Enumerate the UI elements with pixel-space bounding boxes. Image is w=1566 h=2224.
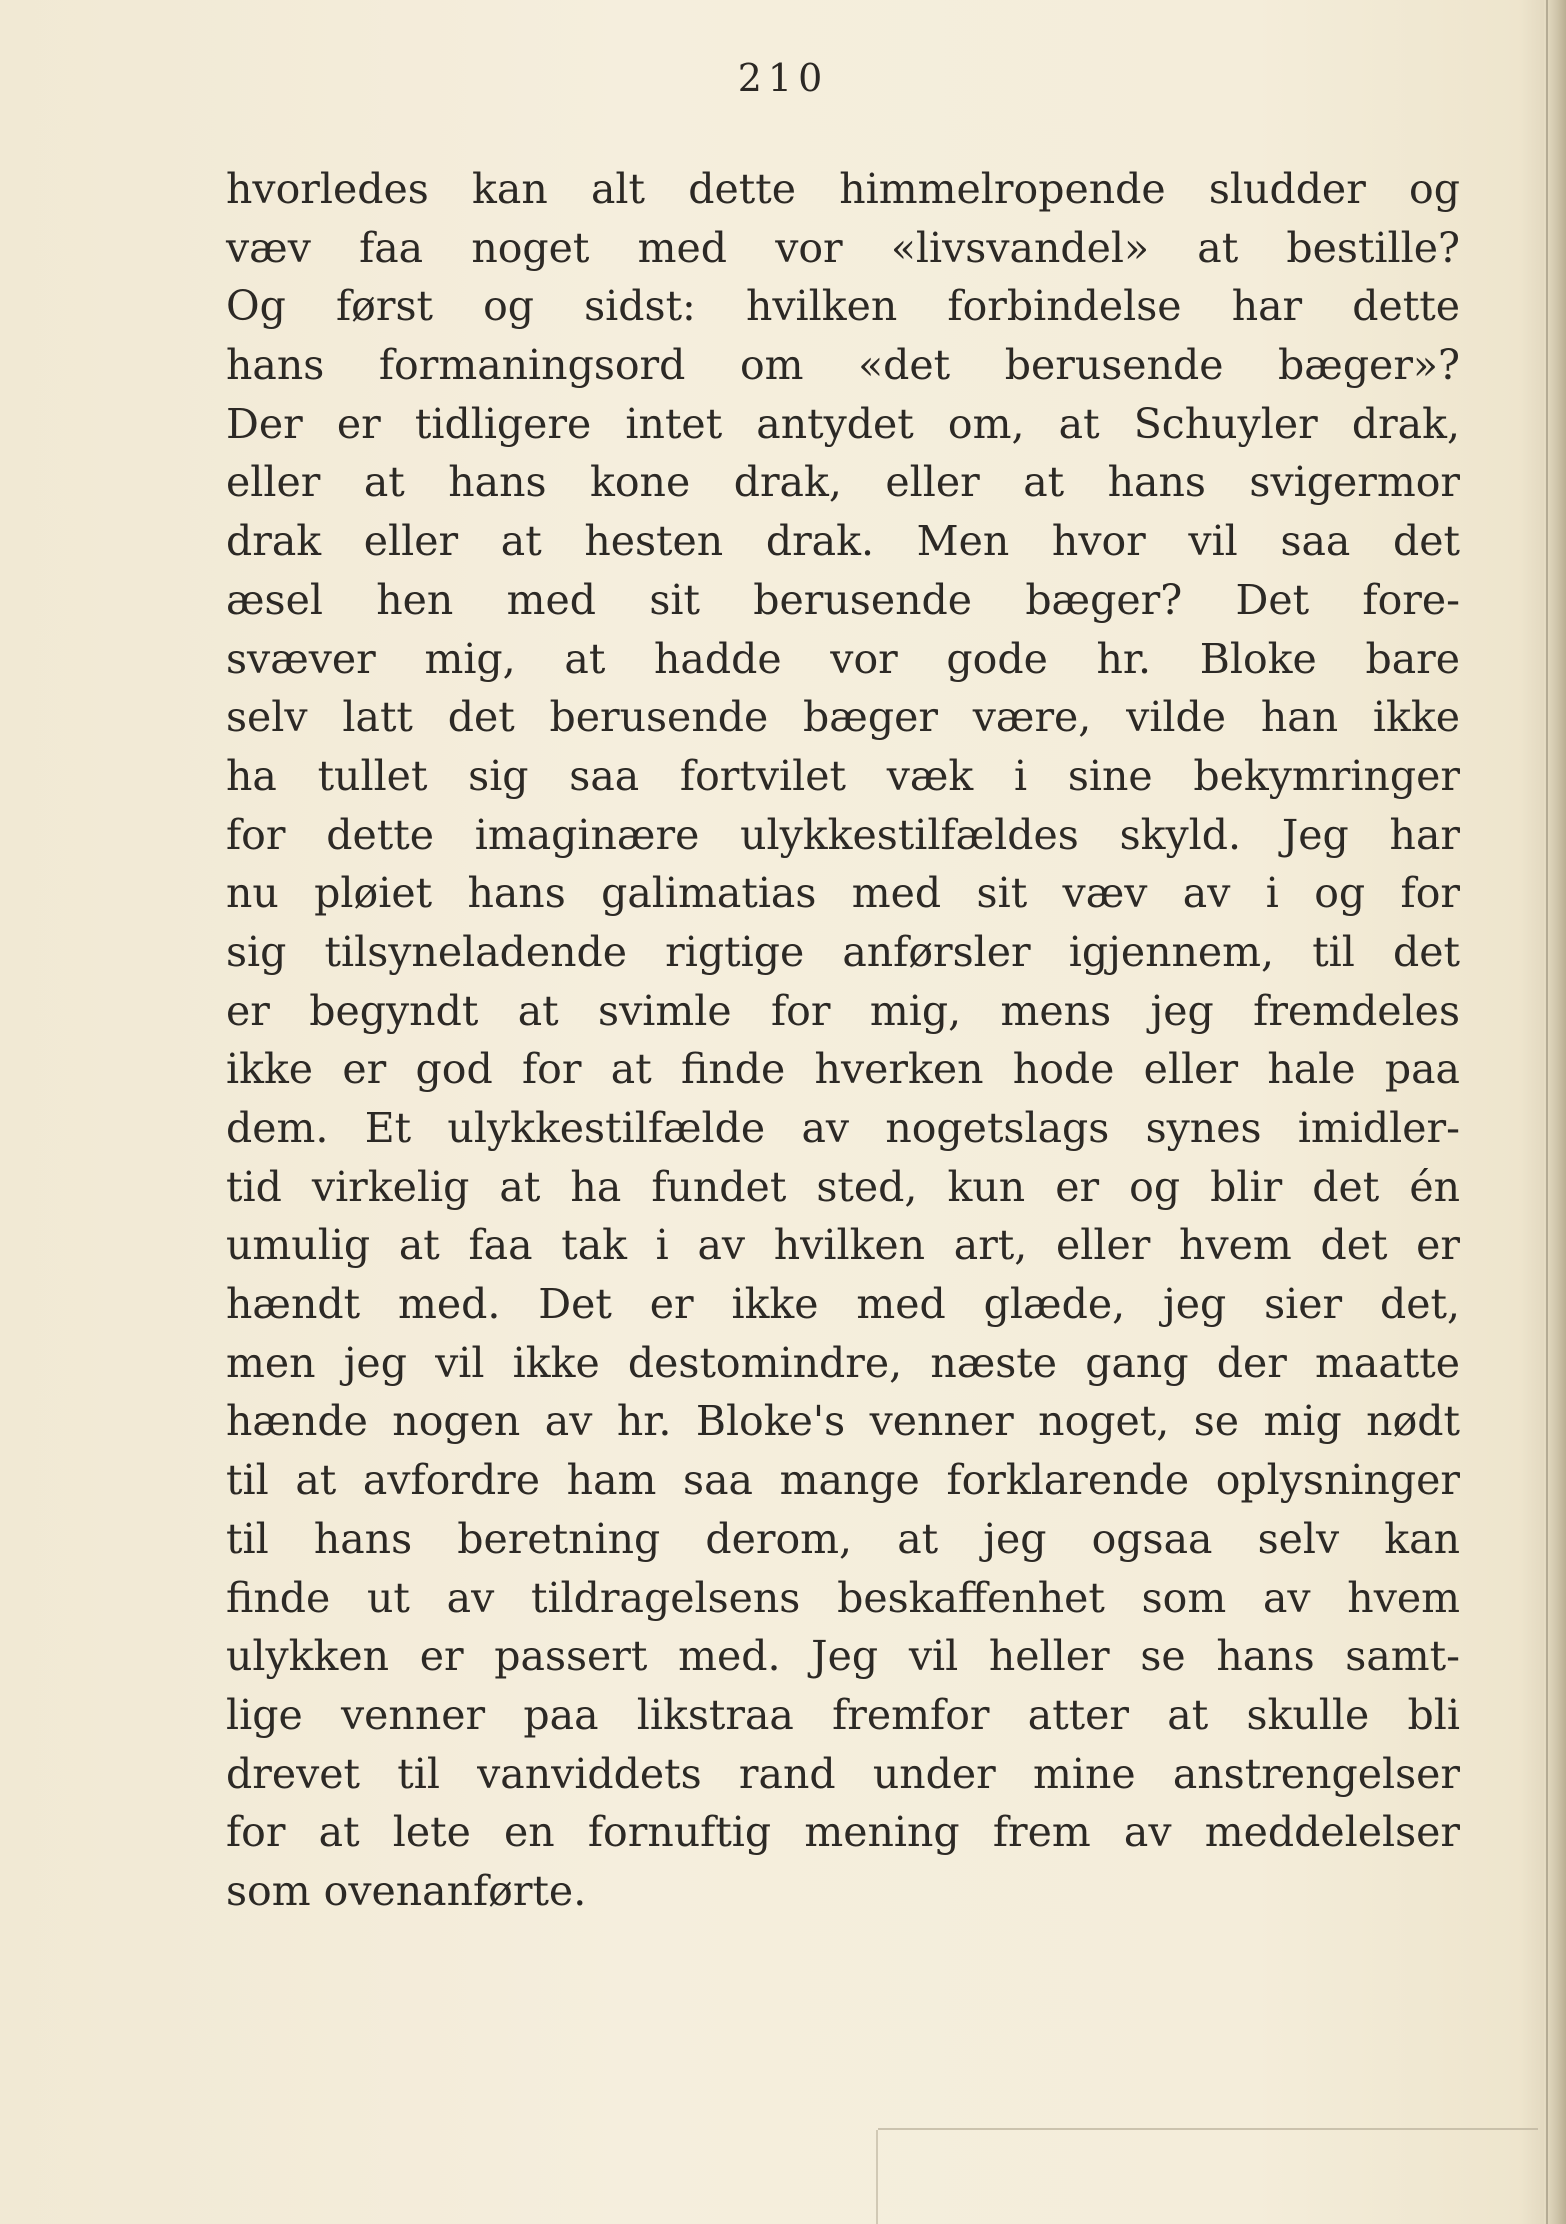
text-line: Og først og sidst: hvilken forbindelse har dette [226, 282, 1460, 331]
text-line: hændt med. Det er ikke med glæde, jeg sier det, [226, 1280, 1460, 1329]
text-line: umulig at faa tak i av hvilken art, eller hvem det er [226, 1221, 1460, 1270]
text-line: tid virkelig at ha fundet sted, kun er og blir det én [226, 1162, 1460, 1211]
text-line: sig tilsyneladende rigtige anførsler igjennem, til det [226, 927, 1460, 976]
text-line: ha tullet sig saa fortvilet væk i sine bekymringer [226, 751, 1460, 800]
text-line: drevet til vanviddets rand under mine anstrengelser [226, 1749, 1460, 1798]
text-line: for dette imaginære ulykkestilfældes skyld. Jeg har [226, 810, 1460, 859]
scan-artifact-rule [878, 2128, 1538, 2130]
page-edge-line [1546, 0, 1548, 2224]
text-line: finde ut av tildragelsens beskaffenhet som av hvem [226, 1573, 1460, 1622]
text-line: ikke er god for at finde hverken hode eller hale paa [226, 1045, 1460, 1094]
scan-artifact-tick [876, 2130, 878, 2224]
text-line: eller at hans kone drak, eller at hans svigermor [226, 458, 1460, 507]
text-line: selv latt det berusende bæger være, vilde han ikke [226, 693, 1460, 742]
text-line: som ovenanførte. [226, 1866, 587, 1915]
text-line: ulykken er passert med. Jeg vil heller se hans samt- [226, 1632, 1460, 1681]
text-line: dem. Et ulykkestilfælde av nogetslags synes imidler- [226, 1104, 1460, 1152]
text-line: hvorledes kan alt dette himmelropende sludder og [226, 165, 1460, 213]
text-line: Der er tidligere intet antydet om, at Schuyler drak, [226, 399, 1460, 448]
body-text [226, 160, 1460, 1921]
text-line: men jeg vil ikke destomindre, næste gang der maatte [226, 1338, 1460, 1387]
text-line: svæver mig, at hadde vor gode hr. Bloke bare [226, 634, 1460, 683]
text-line: hans formaningsord om «det berusende bæger»? [226, 341, 1460, 390]
text-line: til at avfordre ham saa mange forklarende oplysninger [226, 1456, 1460, 1505]
text-line: hænde nogen av hr. Bloke's venner noget, se mig nødt [226, 1397, 1460, 1446]
text-line: til hans beretning derom, at jeg ogsaa selv kan [226, 1514, 1460, 1563]
text-line: for at lete en fornuftig mening frem av meddelelser [226, 1808, 1460, 1857]
text-line: lige venner paa likstraa fremfor atter at skulle bli [226, 1690, 1460, 1739]
page-number: 210 [737, 56, 829, 100]
text-line: er begyndt at svimle for mig, mens jeg fremdeles [226, 986, 1460, 1035]
text-line: nu pløiet hans galimatias med sit væv av i og for [226, 869, 1460, 918]
text-line: væv faa noget med vor «livsvandel» at bestille? [226, 223, 1460, 272]
text-line: æsel hen med sit berusende bæger? Det fore- [226, 575, 1460, 624]
text-line: drak eller at hesten drak. Men hvor vil saa det [226, 517, 1460, 566]
